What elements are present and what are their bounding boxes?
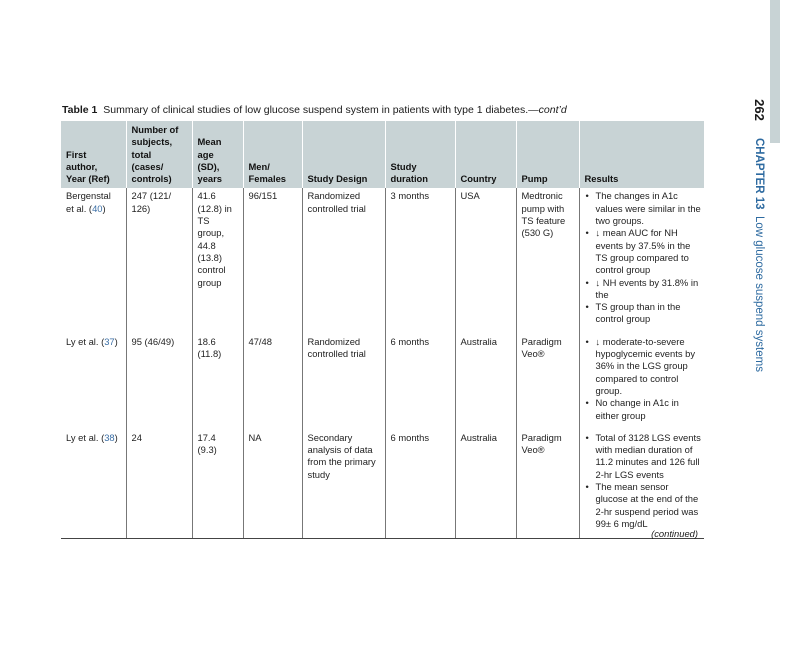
header-author xyxy=(61,121,126,188)
header-line: age xyxy=(197,148,214,160)
reference-link[interactable]: 37 xyxy=(104,335,115,347)
cell-country: Australia xyxy=(455,430,516,539)
table-label: Table 1 xyxy=(62,104,98,116)
result-item: • ↓ moderate-to-severe hypoglycemic events by 36% in the LGS group compared to control group. xyxy=(586,336,702,397)
cell-subjects: 95 (46/49) xyxy=(126,334,192,430)
cell-pump: Paradigm Veo® xyxy=(516,430,579,539)
cell-subjects: 247 (121/ 126) xyxy=(126,188,192,333)
cell-results xyxy=(579,430,704,539)
header-line: subjects, xyxy=(131,136,173,148)
header-line: total xyxy=(131,148,152,160)
result-item: • Total of 3128 LGS events with median duration of 11.2 minutes and 126 full 2-hr LGS events xyxy=(586,432,702,481)
header-country xyxy=(455,121,516,188)
header-line: Mean xyxy=(197,136,222,148)
result-item: • No change in A1c in either group xyxy=(586,397,702,422)
running-head-chapter: CHAPTER 13 xyxy=(753,138,765,210)
author-paren: ) xyxy=(114,431,118,443)
header-line: First xyxy=(66,148,87,160)
reference-link[interactable]: 38 xyxy=(104,431,115,443)
cell-design: Randomized controlled trial xyxy=(302,188,385,333)
header-line: Men/ xyxy=(248,160,270,172)
continued-note: (continued) xyxy=(651,528,698,539)
cell-country: USA xyxy=(455,188,516,333)
header-line: controls) xyxy=(131,173,172,185)
cell-age: 17.4 (9.3) xyxy=(192,430,243,539)
author-paren: ) xyxy=(114,335,118,347)
header-line: Year (Ref) xyxy=(66,173,110,185)
table-header-row xyxy=(61,121,704,188)
result-item: • ↓ mean AUC for NH events by 37.5% in the TS group compared to control group xyxy=(586,227,702,276)
header-line: duration xyxy=(390,173,428,185)
table-title: Summary of clinical studies of low glucose suspend system in patients with type 1 diabetes. xyxy=(103,104,529,116)
header-line: Pump xyxy=(521,173,548,185)
cell-sex: NA xyxy=(243,430,302,539)
author-name: Bergenstal et al. ( xyxy=(66,190,111,214)
running-head-title: Low glucose suspend systems xyxy=(753,215,765,372)
header-line: Number of xyxy=(131,124,179,135)
author-name: Ly et al. ( xyxy=(66,335,105,347)
studies-table xyxy=(61,121,704,539)
results-list xyxy=(586,336,702,422)
header-age xyxy=(192,121,243,188)
header-sex xyxy=(243,121,302,188)
header-results xyxy=(579,121,704,188)
table-body xyxy=(61,188,704,538)
result-item: • The mean sensor glucose at the end of the 2-hr suspend period was 99± 6 mg/dL xyxy=(586,481,702,530)
cell-duration: 6 months xyxy=(385,334,455,430)
cell-author xyxy=(61,430,126,539)
cell-duration: 3 months xyxy=(385,188,455,333)
header-line: author, xyxy=(66,160,98,172)
author-paren: ) xyxy=(102,202,106,214)
header-line: (SD), xyxy=(197,160,220,172)
cell-pump: Paradigm Veo® xyxy=(516,334,579,430)
cell-pump: Medtronic pump with TS feature (530 G) xyxy=(516,188,579,333)
results-list xyxy=(586,190,702,325)
cell-sex: 96/151 xyxy=(243,188,302,333)
running-head xyxy=(749,138,765,388)
cell-results xyxy=(579,334,704,430)
table-cont-marker: —cont’d xyxy=(528,104,567,116)
result-item: • ↓ NH events by 31.8% in the xyxy=(586,277,702,302)
header-design xyxy=(302,121,385,188)
result-item: • The changes in A1c values were similar in the two groups. xyxy=(586,190,702,227)
cell-duration: 6 months xyxy=(385,430,455,539)
result-item: • TS group than in the control group xyxy=(586,301,702,326)
table-row xyxy=(61,430,704,539)
header-line: (cases/ xyxy=(131,160,164,172)
results-list xyxy=(586,432,702,530)
cell-subjects: 24 xyxy=(126,430,192,539)
header-line: years xyxy=(197,173,223,185)
header-line: Study xyxy=(390,160,417,172)
header-line: Country xyxy=(460,173,497,185)
table-caption xyxy=(62,104,722,116)
header-line: Females xyxy=(248,173,287,185)
cell-design: Randomized controlled trial xyxy=(302,334,385,430)
cell-sex: 47/48 xyxy=(243,334,302,430)
cell-author xyxy=(61,334,126,430)
header-line: Results xyxy=(584,173,619,185)
header-pump xyxy=(516,121,579,188)
cell-design: Secondary analysis of data from the primary study xyxy=(302,430,385,539)
reference-link[interactable]: 40 xyxy=(92,202,103,214)
cell-results xyxy=(579,188,704,333)
header-line: Study Design xyxy=(307,173,368,185)
page-number: 262 xyxy=(752,99,767,121)
header-duration xyxy=(385,121,455,188)
table-row xyxy=(61,188,704,333)
cell-country: Australia xyxy=(455,334,516,430)
author-name: Ly et al. ( xyxy=(66,431,105,443)
header-subjects xyxy=(126,121,192,188)
cell-age: 18.6 (11.8) xyxy=(192,334,243,430)
cell-age: 41.6 (12.8) in TS group, 44.8 (13.8) control group xyxy=(192,188,243,333)
cell-author xyxy=(61,188,126,333)
table-row xyxy=(61,334,704,430)
side-color-strip xyxy=(770,0,780,143)
